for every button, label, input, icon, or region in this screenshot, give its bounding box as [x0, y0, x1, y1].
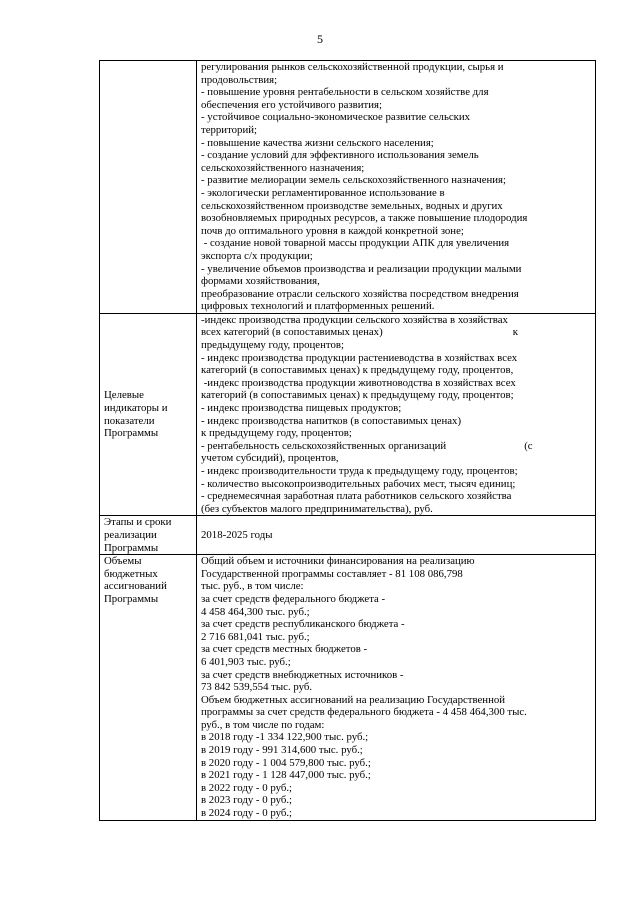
- goals-label-cell: [100, 61, 197, 314]
- goals-line: - устойчивое социально-экономическое развитие сельских: [201, 111, 471, 124]
- goals-line: регулирования рынков сельскохозяйственной продукции, сырья и: [201, 61, 504, 73]
- funding-line: 6 401,903 тыс. руб.;: [201, 655, 291, 668]
- goals-line: обеспечения его устойчивого развития;: [201, 98, 383, 111]
- timeline-row: [100, 516, 596, 555]
- indicators-line: -индекс производства продукции животноводства в хозяйствах всех: [201, 376, 516, 389]
- timeline-content-cell: 2018-2025 годы: [197, 516, 596, 555]
- funding-content-cell: [197, 555, 596, 820]
- indicators-line: - индекс производства напитков (в сопоставимых ценах): [201, 414, 462, 427]
- funding-line: за счет средств местных бюджетов -: [201, 643, 368, 656]
- funding-line: за счет средств республиканского бюджета -: [201, 618, 405, 631]
- indicators-label-cell: Целевые индикаторы и показатели Программы: [100, 313, 197, 516]
- funding-line: в 2019 году - 991 314,600 тыс. руб.;: [201, 744, 363, 757]
- program-passport-table: [99, 60, 596, 821]
- indicators-line: [201, 326, 591, 339]
- funding-line: в 2021 году - 1 128 447,000 тыс. руб.;: [201, 769, 371, 782]
- funding-line: за счет средств федерального бюджета -: [201, 592, 386, 605]
- funding-line: Общий объем и источники финансирования на реализацию: [201, 555, 475, 568]
- goals-line: возобновляемых природных ресурсов, а также повышение плодородия: [201, 212, 528, 225]
- indicators-line: [201, 440, 591, 453]
- indicators-line: предыдущему году, процентов;: [201, 339, 344, 352]
- indicators-line: учетом субсидий), процентов,: [201, 452, 339, 465]
- funding-label-cell: Объемы бюджетных ассигнований Программы: [100, 555, 197, 820]
- indicators-line: - индекс производства пищевых продуктов;: [201, 402, 402, 415]
- funding-line: 73 842 539,554 тыс. руб.: [201, 681, 313, 694]
- indicators-trailing-s: (с: [524, 439, 533, 452]
- goals-row: [100, 61, 596, 314]
- funding-line: Объем бюджетных ассигнований на реализацию Государственной: [201, 693, 506, 706]
- goals-line: - повышение уровня рентабельности в сельском хозяйстве для: [201, 86, 489, 99]
- indicators-line: - индекс производства продукции растениеводства в хозяйствах всех: [201, 351, 518, 364]
- funding-line: в 2018 году -1 334 122,900 тыс. руб.;: [201, 731, 369, 744]
- funding-row: [100, 555, 596, 820]
- indicators-content-cell: [197, 313, 596, 516]
- goals-line: экспорта с/х продукции;: [201, 249, 313, 262]
- indicators-line: -индекс производства продукции сельского хозяйства в хозяйствах: [201, 313, 508, 326]
- goals-line: - увеличение объемов производства и реализации продукции малыми: [201, 262, 522, 275]
- funding-line: программы за счет средств федерального бюджета - 4 458 464,300 тыс.: [201, 706, 527, 719]
- funding-line: в 2023 году - 0 руб.;: [201, 794, 293, 807]
- indicators-line: категорий (в сопоставимых ценах) к предыдущему году, процентов,: [201, 364, 514, 377]
- indicators-line: - среднемесячная заработная плата работников сельского хозяйства: [201, 490, 512, 503]
- funding-line: руб., в том числе по годам:: [201, 718, 325, 731]
- funding-line: в 2022 году - 0 руб.;: [201, 781, 293, 794]
- funding-line: Государственной программы составляет - 81 108 086,798: [201, 567, 463, 580]
- indicators-row: [100, 313, 596, 516]
- indicators-line-text: всех категорий (в сопоставимых ценах): [201, 326, 383, 339]
- goals-line: продовольствия;: [201, 73, 278, 86]
- funding-line: тыс. руб., в том числе:: [201, 580, 304, 593]
- indicators-line: - количество высокопроизводительных рабочих мест, тысяч единиц;: [201, 477, 516, 490]
- page-number: 5: [317, 32, 323, 46]
- indicators-line: - индекс производительности труда к предыдущему году, процентов;: [201, 465, 518, 477]
- goals-line: - повышение качества жизни сельского населения;: [201, 136, 434, 149]
- funding-line: 4 458 464,300 тыс. руб.;: [201, 605, 310, 618]
- indicators-line-text: - рентабельность сельскохозяйственных организаций: [201, 439, 447, 452]
- funding-line: за счет средств внебюджетных источников -: [201, 668, 404, 681]
- indicators-line: категорий (в сопоставимых ценах) к предыдущему году, процентов;: [201, 389, 514, 402]
- goals-line: цифровых технологий и платформенных решений.: [201, 300, 435, 313]
- indicators-line: к предыдущему году, процентов;: [201, 427, 352, 440]
- funding-line: в 2024 году - 0 руб.;: [201, 807, 293, 820]
- goals-line: - развитие мелиорации земель сельскохозяйственного назначения;: [201, 174, 507, 187]
- goals-line: - создание условий для эффективного использования земель: [201, 149, 479, 162]
- goals-line: сельскохозяйственного назначения;: [201, 161, 365, 174]
- goals-line: формами хозяйствования,: [201, 275, 320, 288]
- goals-line: - экологически регламентированное использование в: [201, 186, 445, 199]
- funding-line: 2 716 681,041 тыс. руб.;: [201, 630, 310, 643]
- goals-line: сельскохозяйственном производстве земельных, водных и других: [201, 199, 503, 212]
- indicators-trailing-k: к: [512, 326, 518, 339]
- indicators-line: (без субъектов малого предпринимательства), руб.: [201, 502, 433, 515]
- goals-content-cell: [197, 61, 596, 314]
- goals-line: территорий;: [201, 123, 258, 136]
- timeline-label-cell: Этапы и сроки реализации Программы: [100, 516, 197, 555]
- goals-line: почв до оптимального уровня в каждой конкретной зоне;: [201, 224, 464, 237]
- goals-line: преобразование отрасли сельского хозяйства посредством внедрения: [201, 287, 519, 300]
- funding-line: в 2020 году - 1 004 579,800 тыс. руб.;: [201, 756, 371, 769]
- goals-line: - создание новой товарной массы продукции АПК для увеличения: [201, 237, 510, 250]
